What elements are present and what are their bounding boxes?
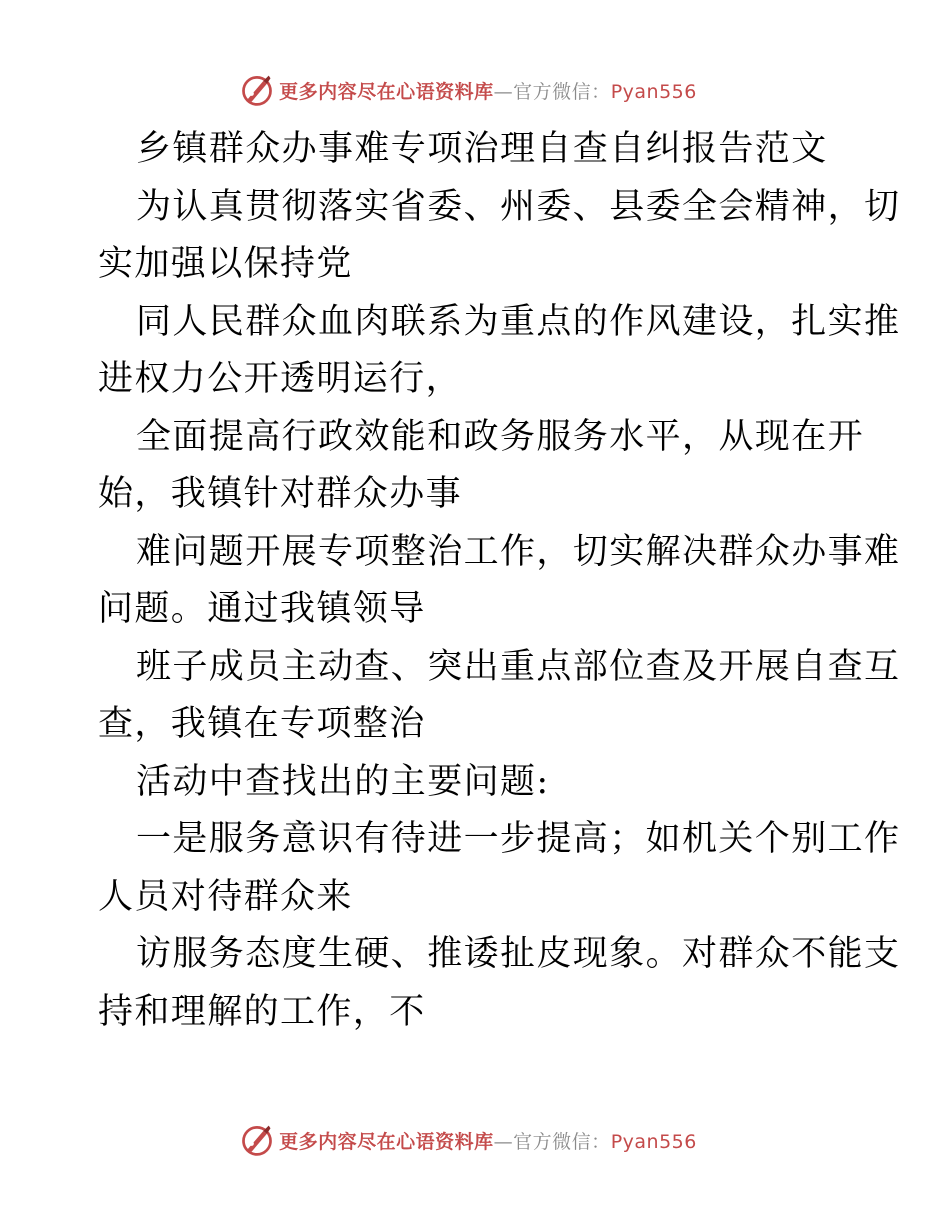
watermark-text: 更多内容尽在心语资料库—官方微信：Pyan556 xyxy=(279,1130,697,1153)
text-line: 难问题开展专项整治工作，切实解决群众办事难 xyxy=(136,531,901,572)
header-watermark xyxy=(0,70,950,110)
text-line: 实加强以保持党 xyxy=(98,244,353,284)
text-line: 一是服务意识有待进一步提高；如机关个别工作 xyxy=(136,819,901,859)
watermark-text: 更多内容尽在心语资料库—官方微信：Pyan556 xyxy=(279,80,697,103)
text-line: 全面提高行政效能和政务服务水平，从现在开 xyxy=(136,416,865,457)
text-line: 为认真贯彻落实省委、州委、县委全会精神，切 xyxy=(136,186,901,227)
text-line: 访服务态度生硬、推诿扯皮现象。对群众不能支 xyxy=(136,934,901,974)
text-line: 班子成员主动查、突出重点部位查及开展自查互 xyxy=(136,646,901,687)
text-line: 始，我镇针对群众办事 xyxy=(98,474,463,514)
text-line: 进权力公开透明运行， xyxy=(98,359,463,399)
quill-pen-logo-icon xyxy=(239,1122,275,1158)
quill-pen-logo-icon xyxy=(239,72,275,108)
text-line: 问题。通过我镇领导 xyxy=(98,589,426,629)
document-body xyxy=(98,121,901,1041)
document-title: 乡镇群众办事难专项治理自查自纠报告范文 xyxy=(136,129,828,169)
footer-watermark xyxy=(0,1120,950,1160)
text-line: 查，我镇在专项整治 xyxy=(98,704,426,744)
text-line: 人员对待群众来 xyxy=(98,876,353,917)
text-line: 同人民群众血肉联系为重点的作风建设，扎实推 xyxy=(136,301,901,342)
text-line: 活动中查找出的主要问题: xyxy=(136,761,550,802)
text-line: 持和理解的工作，不 xyxy=(98,991,426,1032)
